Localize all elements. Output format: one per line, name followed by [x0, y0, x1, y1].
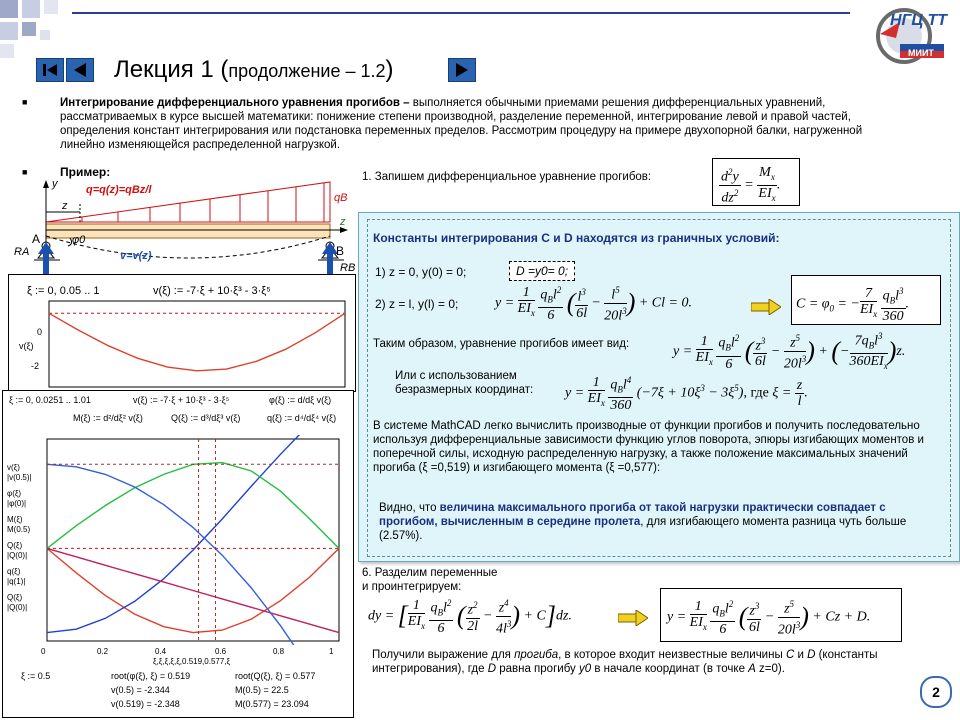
bullet-1: ■ — [22, 97, 28, 107]
mathcad-plot-2 — [2, 390, 354, 718]
point-a: A — [32, 232, 41, 246]
step1-text: 1. Запишем дифференциальное уравнение прогибов: — [362, 171, 652, 183]
plot2-result-root-phi: root(φ(ξ), ξ) = 0.519 — [111, 671, 191, 681]
bullet-2: ■ — [22, 167, 28, 177]
page-number-text: 2 — [932, 684, 940, 700]
deflection-formula: y = $\frac{1}{EI_x}$ $\frac{q_Bl^2}{6}$ ( $\frac{z^3}{6l}$ − $\frac{z^5}{20l^3}$ ) + (− $\frac{7q_Bl^3}{360EI_x}$ )z. — [673, 331, 906, 372]
arrow-right-icon — [751, 299, 781, 320]
deflection-label: v=v(z) — [120, 250, 152, 262]
plot2-xtick: 0.8 — [273, 647, 285, 656]
phi0-label: φ0 — [72, 234, 86, 246]
condition-2: 2) z = l, y(l) = 0; — [375, 297, 459, 311]
plot1-canvas — [47, 299, 347, 389]
plot2-ylabel: q(ξ) — [7, 567, 21, 576]
result-c: C — [785, 649, 795, 661]
logo — [860, 4, 950, 66]
qb-label: qB — [334, 192, 348, 204]
y-axis-label: y — [52, 178, 58, 190]
z-dim-label: z — [62, 200, 68, 212]
plot1-func: v(ξ) := -7·ξ + 10·ξ³ - 3·ξ⁵ — [153, 285, 271, 297]
dy-formula: dy = [ $\frac{1}{EI_x}$ $\frac{q_Bl^2}{6}$ ( $\frac{z^2}{2l}$ − $\frac{z^4}{4l^3}$ ) + C]dz. — [368, 598, 572, 637]
plot2-m: M(ξ) := d²/dξ² v(ξ) — [73, 413, 143, 423]
result-z0: z=0). — [755, 663, 785, 675]
mathcad-text: В системе MathCAD легко вычислить производные от функции прогибов и получить последовательно используя дифференциальные зависимости функцию углов поворота, эпюры изгибающих моментов и поперечной силы, исходную распределенную нагрузку, а также положение максимальных значений прогиба (ξ =0,519) и изгибающего момента (ξ =0,577): — [373, 420, 924, 474]
plot2-result-m0577: M(0.577) = 23.094 — [235, 699, 309, 709]
example-label: Пример: — [60, 165, 111, 179]
plot2-phi: φ(ξ) := d/dξ v(ξ) — [269, 395, 332, 405]
z-axis-label: z — [340, 216, 346, 228]
ra-label: RA — [14, 246, 30, 258]
next-slide-button[interactable] — [448, 58, 476, 82]
point-b: B — [336, 244, 345, 258]
note-start: Видно, что — [379, 502, 440, 514]
logo-text: НГЦ ТТ — [890, 12, 948, 29]
result-d2: D — [487, 663, 497, 675]
plot2-range: ξ := 0, 0.0251 .. 1.01 — [9, 395, 91, 405]
result-part3: (константы интегрирования), где — [372, 649, 878, 675]
condition-2-formula: y = $\frac{1}{EI_x}$ $\frac{q_Bl^2}{6}$ ( $\frac{l^3}{6l}$ − $\frac{l^5}{20l^3}$ ) + Cl = 0. — [495, 285, 692, 324]
rb-label: RB — [340, 262, 356, 274]
result-part2: , в которое входит неизвестные величины — [558, 649, 786, 661]
plot2-ylabel: φ(ξ) — [7, 489, 22, 498]
plot2-xtick: 0.2 — [97, 647, 109, 656]
result-part1: Получили выражение для — [372, 649, 515, 661]
result-y0: y0 — [578, 663, 592, 675]
plot2-ylabel: Q(ξ) — [7, 541, 23, 550]
plot2-ylabel: |Q(0)| — [7, 551, 28, 560]
arrow-right-icon — [618, 610, 648, 631]
dimless-text: Или с использованием безразмерных координат: — [395, 370, 534, 396]
condition-1-result: D =y0= 0; — [509, 261, 575, 281]
plot2-ylabel: |Q(0)| — [7, 603, 28, 612]
plot2-ylabels — [7, 463, 37, 613]
plot2-result-v05: v(0.5) = -2.344 — [111, 685, 170, 695]
note-end: , для изгибающего момента разница чуть больше (2.57%). — [379, 516, 907, 542]
step6-line1: 6. Разделим переменные — [362, 567, 498, 579]
note-bold: величина максимального прогиба от такой нагрузки практически совпадает с прогибом, вычисленным в середине пролета — [379, 502, 886, 528]
integrated-formula-box: y = $\frac{1}{EI_x}$ $\frac{q_Bl^2}{6}$ ( $\frac{z^3}{6l}$ − $\frac{z^5}{20l^3}$ ) + Cz + D. — [660, 588, 902, 642]
beam-diagram — [10, 176, 360, 280]
step6-line2: и проинтегрируем: — [362, 581, 462, 593]
where-text: , где — [743, 385, 769, 401]
plot2-xtick: 0.4 — [155, 647, 167, 656]
result-part4: равна прогибу — [496, 663, 579, 675]
mathcad-plot-1 — [8, 274, 356, 392]
plot2-result-xi: ξ := 0.5 — [21, 671, 51, 681]
prev-slide-button[interactable] — [66, 58, 94, 82]
plot1-tick-m2: -2 — [31, 361, 40, 371]
title-main: Лекция 1 ( — [114, 56, 229, 83]
plot2-ylabel: |v(0.5)| — [7, 473, 32, 482]
condition-1: 1) z = 0, y(0) = 0; — [375, 265, 467, 279]
plot2-xtick: 0 — [41, 647, 46, 656]
diff-equation: $\frac{d^2y}{dz^2}$ = $\frac{M_x}{EI_x}$ . — [712, 158, 800, 206]
plot2-func: v(ξ) := -7·ξ + 10·ξ³ - 3·ξ⁵ — [133, 395, 230, 405]
result-part1-it: прогиба — [514, 649, 559, 661]
result-part5: в начале координат (в точке — [591, 663, 749, 675]
plot2-result-v0519: v(0.519) = -2.348 — [111, 699, 180, 709]
plot2-ylabel: M(0.5) — [7, 525, 31, 534]
header-line — [72, 12, 850, 14]
title-small: продолжение – 1.2 — [228, 61, 386, 81]
plot1-tick-0: 0 — [37, 327, 43, 337]
result-d: D — [807, 649, 816, 661]
plot2-ylabel: |q(1)| — [7, 577, 26, 586]
note-text — [379, 501, 941, 543]
thus-text: Таким образом, уравнение прогибов имеет вид: — [373, 338, 630, 350]
constants-title: Константы интегрирования C и D находятся из граничных условий: — [373, 231, 780, 245]
plot1-ylabel: v(ξ) — [19, 341, 34, 351]
plot2-qq: q(ξ) := d⁴/dξ⁴ v(ξ) — [267, 413, 337, 423]
result-text — [372, 648, 920, 676]
plot2-ylabel: Q(ξ) — [7, 593, 23, 602]
plot2-result-root-q: root(Q(ξ), ξ) = 0.577 — [235, 671, 316, 681]
plot2-ylabel: |φ(0)| — [7, 499, 27, 508]
first-slide-button[interactable] — [36, 58, 64, 82]
plot1-range: ξ := 0, 0.05 .. 1 — [27, 285, 100, 297]
plot-frame — [49, 301, 345, 387]
intro-paragraph — [60, 96, 906, 152]
page-title — [114, 56, 394, 84]
load-label: q=q(z)=qBz/l — [86, 184, 152, 196]
plot2-xlabel: ξ,ξ,ξ,ξ,ξ,0.519,0.577,ξ — [153, 657, 231, 666]
plot2-ylabel: M(ξ) — [7, 515, 23, 524]
plot2-canvas — [43, 435, 343, 645]
page-number — [920, 676, 952, 708]
plot-frame — [47, 439, 339, 641]
plot2-ylabel: v(ξ) — [7, 463, 20, 472]
intro-bold: Интегрирование дифференциального уравнения прогибов – — [60, 97, 410, 109]
plot2-q: Q(ξ) := d³/dξ³ v(ξ) — [171, 413, 241, 423]
logo-subtext: МИИТ — [908, 48, 934, 58]
dimless-formula: y = $\frac{1}{EI_x}$ $\frac{q_Bl^4}{360}$ $(-7\xi + 10\xi^3 - 3\xi^5)$, где ξ = $\frac{z}{l}$ . — [565, 375, 808, 414]
intro-rest: выполняется обычными приемами решения дифференциальных уравнений, рассматриваемых в курсе высшей математики: понижение степени производной, разделение переменной, интегрирование левой и правой частей, определения констант интегрирования или подстановка переменных пределов. Рассмотрим процедуру на примере двухопорной балки, нагруженной линейно изменяющейся распределенной нагрузкой. — [60, 97, 863, 151]
title-close: ) — [385, 56, 394, 83]
plot2-xtick: 1 — [329, 647, 334, 656]
result-a: A — [748, 663, 756, 675]
plot2-xtick: 0.6 — [215, 647, 227, 656]
constants-box — [358, 212, 960, 562]
plot2-result-m05: M(0.5) = 22.5 — [235, 685, 289, 695]
result-and: и — [794, 649, 808, 661]
constant-c-formula: $C = \varphi_0$ = − $\frac{7}{EI_x}$ $\frac{q_Bl^3}{360}$ . — [791, 275, 941, 325]
